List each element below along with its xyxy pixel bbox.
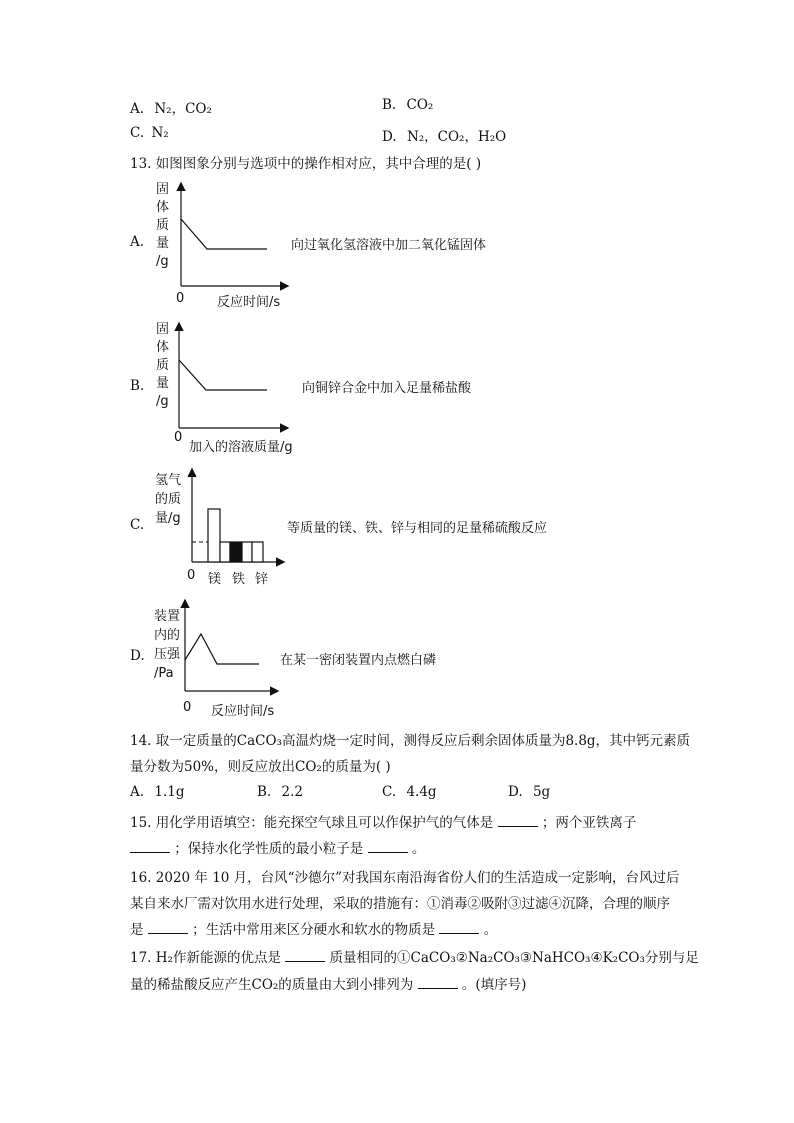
q14-line1: 14. 取一定质量的CaCO₃高温灼烧一定时间，测得反应后剩余固体质量为8.8g，其中钙元素质: [130, 733, 691, 749]
chart-b-xlabel: 加入的溶液质量/g: [189, 440, 293, 455]
option-label: C.: [130, 125, 145, 141]
option-text: N₂，CO₂: [154, 101, 212, 117]
chart-c-cat-zn: 锌: [255, 572, 269, 587]
chart-c-cat-fe: 铁: [232, 572, 246, 587]
q17-text: 质量相同的①CaCO₃②Na₂CO₃③NaHCO₃④K₂CO₃分别与足: [329, 950, 699, 966]
chart-d-label: D.: [130, 648, 145, 664]
answer-blank[interactable]: [130, 840, 170, 853]
chart-c-origin: 0: [187, 568, 196, 583]
q13-stem: 13. 如图图象分别与选项中的操作相对应，其中合理的是( ): [130, 156, 482, 172]
ylabel-char: 体: [156, 200, 170, 215]
option-label: B.: [257, 784, 272, 800]
q16-text: ；生活中常用来区分硬水和软水的物质是: [192, 922, 436, 938]
answer-blank[interactable]: [148, 921, 188, 934]
answer-blank[interactable]: [418, 976, 458, 989]
answer-blank[interactable]: [368, 840, 408, 853]
option-text: 5g: [532, 784, 551, 800]
ylabel-char: /g: [156, 254, 169, 269]
q15-line1: [130, 811, 636, 831]
ylabel-char: 固: [156, 182, 170, 197]
ylabel-char: 量: [156, 376, 170, 391]
ylabel-char: 固: [156, 322, 170, 337]
q17-line2: [130, 973, 526, 993]
q15-text: ；两个亚铁离子: [541, 815, 637, 831]
q15-text: ；保持水化学性质的最小粒子是: [174, 841, 364, 857]
chart-b-label: B.: [130, 378, 145, 394]
option-label: D.: [508, 784, 523, 800]
q17-line1: [130, 946, 699, 966]
ylabel-line: 装置: [154, 609, 181, 624]
chart-c-cat-mg: 镁: [208, 572, 222, 587]
option-label: A.: [130, 101, 145, 117]
q15-line2: [130, 837, 425, 857]
chart-c-label: C.: [130, 517, 145, 533]
option-label: B.: [382, 97, 397, 113]
option-text: 4.4g: [406, 784, 437, 800]
option-text: CO₂: [406, 97, 434, 113]
chart-a-desc: 向过氧化氢溶液中加二氧化锰固体: [291, 238, 487, 253]
chart-d-desc: 在某一密闭装置内点燃白磷: [280, 653, 437, 668]
option-text: 2.2: [281, 784, 303, 800]
q16-line2: 某自来水厂需对饮用水进行处理，采取的措施有：①消毒②吸附③过滤④沉降，合理的顺序: [130, 896, 670, 912]
chart-b-desc: 向铜锌合金中加入足量稀盐酸: [302, 381, 472, 396]
option-label: A.: [130, 784, 145, 800]
option-text: N₂: [151, 125, 169, 141]
ylabel-char: 体: [156, 340, 170, 355]
ylabel-char: 质: [156, 358, 170, 373]
q17-text: 量的稀盐酸反应产生CO₂的质量由大到小排列为: [130, 977, 414, 993]
q15-text: 15. 用化学用语填空：能充探空气球且可以作保护气的气体是: [130, 815, 494, 831]
ylabel-line: 的质: [155, 492, 182, 507]
answer-blank[interactable]: [498, 814, 538, 827]
option-text: 1.1g: [154, 784, 185, 800]
ylabel-line: 氢气: [155, 473, 182, 488]
chart-a-label: A.: [130, 234, 145, 250]
option-text: N₂，CO₂，H₂O: [406, 129, 507, 145]
ylabel-line: 内的: [154, 628, 181, 643]
ylabel-char: 量: [156, 236, 170, 251]
ylabel-line: 量/g: [155, 511, 181, 526]
q14-option-b: [257, 784, 303, 800]
data-line: [185, 634, 259, 664]
ylabel-line: 压强: [154, 647, 181, 662]
option-label: D.: [382, 129, 397, 145]
ylabel-char: /g: [156, 394, 169, 409]
q16-line3: [130, 918, 497, 938]
chart-d-xlabel: 反应时间/s: [211, 704, 275, 719]
chart-b-origin: 0: [174, 430, 183, 445]
q17-text: 17. H₂作新能源的优点是: [130, 950, 281, 966]
q14-line2: 量分数为50%，则反应放出CO₂的质量为( ): [130, 759, 391, 775]
chart-c-desc: 等质量的镁、铁、锌与相同的足量稀硫酸反应: [287, 521, 548, 536]
q14-option-a: [130, 784, 184, 800]
ylabel-line: /Pa: [154, 666, 174, 681]
q16-text: 。: [483, 922, 498, 938]
ylabel-char: 质: [156, 218, 170, 233]
chart-a-origin: 0: [176, 291, 185, 306]
answer-blank[interactable]: [285, 949, 325, 962]
q14-option-c: [382, 784, 437, 800]
q17-text: 。(填序号): [461, 977, 527, 993]
q15-text: 。: [411, 841, 426, 857]
q16-line1: 16. 2020 年 10 月，台风“沙德尔”对我国东南沿海省份人们的生活造成一定影响，台风过后: [130, 870, 680, 886]
q16-text: 是: [130, 922, 144, 938]
chart-a-xlabel: 反应时间/s: [217, 295, 281, 310]
option-label: C.: [382, 784, 397, 800]
q14-option-d: [508, 784, 550, 800]
answer-blank[interactable]: [439, 921, 479, 934]
chart-d-origin: 0: [183, 700, 192, 715]
